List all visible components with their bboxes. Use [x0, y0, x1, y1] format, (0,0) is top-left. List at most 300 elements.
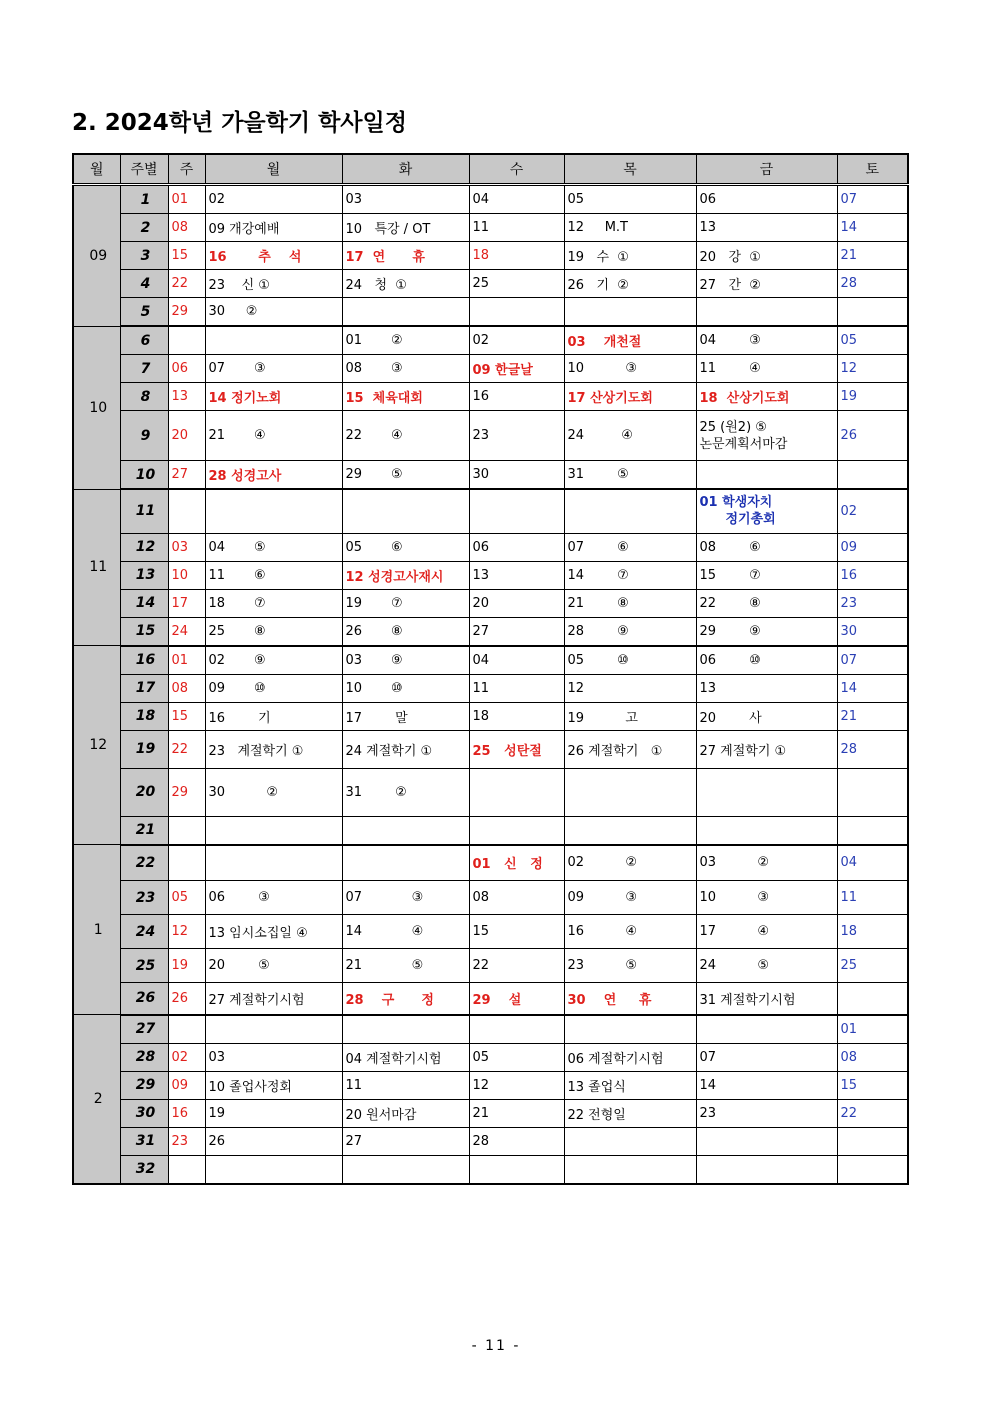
day-cell-text: 18 ⑦ [208, 595, 266, 611]
table-row [73, 589, 908, 617]
day-cell-wed [469, 383, 564, 411]
day-cell-sun [168, 383, 205, 411]
day-cell-text: 13 [171, 389, 189, 404]
day-cell-mon [205, 949, 342, 983]
week-number: 10 [120, 461, 168, 490]
day-cell-fri [696, 383, 837, 411]
day-cell-thu [564, 411, 696, 461]
table-row [73, 1155, 908, 1184]
day-cell-text: 06 ⑩ [699, 652, 761, 668]
day-cell-wed [469, 646, 564, 675]
month-label: 2 [73, 1015, 120, 1184]
day-cell-sat [837, 461, 908, 490]
academic-calendar-table [72, 153, 909, 1185]
day-cell-sat [837, 489, 908, 533]
day-cell-fri [696, 461, 837, 490]
day-cell-thu [564, 617, 696, 646]
table-row [73, 1099, 908, 1127]
day-cell-wed [469, 881, 564, 915]
day-cell-text: 21 ⑤ [345, 958, 424, 973]
day-cell-sat [837, 1043, 908, 1071]
day-cell-text: 18 [472, 708, 490, 724]
day-cell-text: 16 ④ [567, 924, 638, 939]
day-cell-text: 13 [472, 567, 490, 583]
day-cell-sat [837, 242, 908, 270]
day-cell-text: 12 [840, 361, 858, 376]
day-cell-sun [168, 1155, 205, 1184]
day-cell-text: 22 [472, 958, 490, 973]
day-cell-fri [696, 702, 837, 730]
day-cell-text: 06 [171, 361, 189, 376]
day-cell-text: 19 [840, 389, 858, 404]
table-row [73, 702, 908, 730]
day-cell-text: 26 계절학기 ① [567, 743, 663, 759]
day-cell-text: 12 [472, 1077, 490, 1093]
day-cell-text: 22 [840, 1105, 858, 1121]
day-cell-sat [837, 383, 908, 411]
day-cell-sun [168, 185, 205, 214]
day-cell-text: 25 성탄절 [472, 743, 542, 759]
day-cell-mon [205, 533, 342, 561]
day-cell-fri [696, 270, 837, 298]
day-cell-text: 08 [171, 680, 189, 696]
day-cell-text: 21 ⑧ [567, 595, 629, 611]
day-cell-text: 16 [472, 389, 490, 404]
day-cell-text: 06 [472, 539, 490, 555]
day-cell-text: 20 [472, 595, 490, 611]
day-cell-thu [564, 461, 696, 490]
day-cell-fri [696, 881, 837, 915]
day-cell-line: 논문계획서마감 [699, 436, 788, 452]
day-cell-text: 03 ② [699, 855, 770, 871]
day-cell-text: 17 연 휴 [345, 250, 425, 265]
day-cell-wed [469, 533, 564, 561]
day-cell-wed [469, 214, 564, 242]
table-row [73, 270, 908, 298]
day-cell-sun [168, 1099, 205, 1127]
month-label: 09 [73, 185, 120, 327]
day-cell-thu [564, 730, 696, 768]
day-cell-text: 31 ② [345, 784, 407, 800]
day-cell-text: 16 [840, 567, 858, 583]
day-cell-tue [342, 1127, 469, 1155]
day-cell-tue [342, 816, 469, 845]
day-cell-sun [168, 983, 205, 1015]
day-cell-sun [168, 489, 205, 533]
day-cell-text: 02 [208, 192, 226, 207]
day-cell-text: 09 ⑩ [208, 680, 266, 696]
day-cell-sun [168, 214, 205, 242]
day-cell-thu [564, 881, 696, 915]
day-cell-text: 26 [171, 990, 189, 1006]
day-cell-text: 25 ⑧ [208, 623, 266, 639]
day-cell-fri [696, 1043, 837, 1071]
day-cell-mon [205, 1127, 342, 1155]
day-cell-wed [469, 326, 564, 355]
day-cell-tue [342, 214, 469, 242]
day-cell-fri [696, 768, 837, 816]
day-cell-text: 01 [840, 1021, 858, 1037]
day-cell-mon [205, 242, 342, 270]
day-cell-sat [837, 185, 908, 214]
day-cell-text: 02 ② [567, 855, 638, 871]
day-cell-text: 05 [567, 192, 585, 207]
day-cell-text: 16 [171, 1105, 189, 1121]
week-number: 15 [120, 617, 168, 646]
day-cell-thu [564, 845, 696, 881]
day-cell-thu [564, 674, 696, 702]
day-cell-sun [168, 816, 205, 845]
day-cell-fri [696, 298, 837, 327]
day-cell-text: 23 [699, 1105, 717, 1121]
day-cell-text: 14 정기노회 [208, 391, 282, 406]
day-cell-fri [696, 646, 837, 675]
day-cell-wed [469, 1043, 564, 1071]
week-number: 28 [120, 1043, 168, 1071]
day-cell-wed [469, 185, 564, 214]
day-cell-text: 20 원서마감 [345, 1107, 417, 1123]
day-cell-text: 26 ⑧ [345, 623, 403, 639]
day-cell-mon [205, 617, 342, 646]
day-cell-mon [205, 489, 342, 533]
day-cell-tue [342, 915, 469, 949]
day-cell-tue [342, 845, 469, 881]
day-cell-sat [837, 411, 908, 461]
day-cell-text: 22 ⑧ [699, 595, 761, 611]
day-cell-text: 19 수 ① [567, 250, 629, 265]
day-cell-text: 23 계절학기 ① [208, 743, 304, 759]
day-cell-sun [168, 949, 205, 983]
page-title: 2. 2024학년 가을학기 학사일정 [72, 110, 407, 136]
week-number: 12 [120, 533, 168, 561]
day-cell-text: 02 [840, 503, 858, 519]
table-row [73, 1071, 908, 1099]
day-cell-tue [342, 489, 469, 533]
day-cell-text: 13 [699, 220, 717, 235]
day-cell-sat [837, 845, 908, 881]
day-cell-mon [205, 1155, 342, 1184]
day-cell-fri [696, 949, 837, 983]
day-cell-fri [696, 185, 837, 214]
week-number: 6 [120, 326, 168, 355]
day-cell-text: 13 졸업식 [567, 1079, 626, 1095]
day-cell-text: 26 [208, 1133, 226, 1149]
day-cell-sat [837, 730, 908, 768]
day-cell-text: 03 ⑨ [345, 652, 403, 668]
day-cell-wed [469, 242, 564, 270]
day-cell-text: 15 [840, 1077, 858, 1093]
day-cell-sat [837, 1015, 908, 1044]
day-cell-sat [837, 214, 908, 242]
day-cell-fri [696, 214, 837, 242]
day-cell-sun [168, 355, 205, 383]
day-cell-tue [342, 1071, 469, 1099]
day-cell-tue [342, 561, 469, 589]
day-cell-text: 27 [472, 623, 490, 639]
day-cell-text: 20 ⑤ [208, 958, 270, 973]
day-cell-text: 27 간 ② [699, 278, 761, 293]
day-cell-text: 31 계절학기시험 [699, 992, 796, 1008]
week-number: 30 [120, 1099, 168, 1127]
day-cell-text: 17 [171, 595, 189, 611]
day-cell-text: 30 ② [208, 304, 258, 319]
day-cell-mon [205, 298, 342, 327]
day-cell-sat [837, 1127, 908, 1155]
day-cell-tue [342, 949, 469, 983]
day-cell-text: 19 [171, 958, 189, 973]
day-cell-mon [205, 326, 342, 355]
table-row [73, 461, 908, 490]
day-cell-text: 28 구 정 [345, 992, 434, 1008]
week-number: 29 [120, 1071, 168, 1099]
day-cell-tue [342, 383, 469, 411]
table-row [73, 561, 908, 589]
day-cell-wed [469, 589, 564, 617]
day-cell-sat [837, 1155, 908, 1184]
day-cell-text: 02 ⑨ [208, 652, 266, 668]
day-cell-tue [342, 730, 469, 768]
table-row [73, 816, 908, 845]
day-cell-text: 05 ⑥ [345, 539, 403, 555]
day-cell-text: 14 ⑦ [567, 567, 629, 583]
table-row [73, 1127, 908, 1155]
week-number: 2 [120, 214, 168, 242]
day-cell-thu [564, 185, 696, 214]
day-cell-text: 01 [171, 192, 189, 207]
day-cell-text: 29 설 [472, 992, 522, 1008]
day-cell-text: 22 ④ [345, 428, 403, 443]
day-cell-text: 30 연 휴 [567, 992, 652, 1008]
day-cell-fri [696, 1099, 837, 1127]
day-cell-mon [205, 702, 342, 730]
week-number: 21 [120, 816, 168, 845]
day-cell-fri [696, 533, 837, 561]
day-cell-mon [205, 983, 342, 1015]
week-number: 3 [120, 242, 168, 270]
day-cell-wed [469, 915, 564, 949]
day-cell-sun [168, 270, 205, 298]
day-cell-text: 02 [171, 1049, 189, 1065]
day-cell-thu [564, 533, 696, 561]
day-cell-wed [469, 411, 564, 461]
page-number: - 11 - [471, 1338, 521, 1354]
day-cell-text: 14 [840, 680, 858, 696]
day-cell-text: 18 [472, 248, 490, 263]
day-cell-sat [837, 674, 908, 702]
day-cell-tue [342, 242, 469, 270]
day-cell-sun [168, 1127, 205, 1155]
week-number: 4 [120, 270, 168, 298]
day-cell-wed [469, 816, 564, 845]
day-cell-text: 24 ④ [567, 428, 633, 443]
table-row [73, 845, 908, 881]
day-cell-sat [837, 561, 908, 589]
table-row [73, 533, 908, 561]
day-cell-sat [837, 881, 908, 915]
day-cell-sun [168, 298, 205, 327]
day-cell-text: 18 [840, 924, 858, 939]
day-cell-text: 29 ⑤ [345, 467, 403, 482]
day-cell-sun [168, 461, 205, 490]
week-number: 18 [120, 702, 168, 730]
day-cell-mon [205, 561, 342, 589]
week-number: 7 [120, 355, 168, 383]
day-cell-text: 08 ③ [345, 361, 403, 376]
week-number: 19 [120, 730, 168, 768]
day-cell-fri [696, 983, 837, 1015]
day-cell-sun [168, 768, 205, 816]
day-cell-text: 21 [840, 708, 858, 724]
day-cell-thu [564, 816, 696, 845]
day-cell-text: 11 [472, 220, 490, 235]
day-cell-sun [168, 589, 205, 617]
day-cell-text: 27 [345, 1133, 363, 1149]
day-cell-text: 04 [472, 192, 490, 207]
day-cell-text: 13 임시소집일 ④ [208, 926, 308, 941]
day-cell-fri [696, 242, 837, 270]
day-cell-text: 29 ⑨ [699, 623, 761, 639]
day-cell-text: 24 [171, 623, 189, 639]
day-cell-tue [342, 411, 469, 461]
day-cell-text: 15 [171, 708, 189, 724]
day-cell-text: 23 신 ① [208, 278, 270, 293]
table-row [73, 1015, 908, 1044]
day-cell-text: 02 [472, 333, 490, 348]
day-cell-text: 07 [699, 1049, 717, 1065]
day-cell-thu [564, 646, 696, 675]
day-cell-tue [342, 617, 469, 646]
day-cell-text: 05 ⑩ [567, 652, 629, 668]
day-cell-text: 23 [171, 1133, 189, 1149]
day-cell-thu [564, 1071, 696, 1099]
day-cell-tue [342, 1015, 469, 1044]
week-number: 22 [120, 845, 168, 881]
day-cell-mon [205, 589, 342, 617]
day-cell-text: 03 [208, 1049, 226, 1065]
day-cell-tue [342, 881, 469, 915]
month-label: 10 [73, 326, 120, 489]
day-cell-text: 08 [472, 890, 490, 905]
day-cell-text: 11 ⑥ [208, 567, 266, 583]
day-cell-mon [205, 730, 342, 768]
day-cell-text: 21 [472, 1105, 490, 1121]
day-cell-mon [205, 383, 342, 411]
day-cell-mon [205, 816, 342, 845]
day-cell-text: 28 [472, 1133, 490, 1149]
day-cell-sun [168, 533, 205, 561]
day-cell-text: 17 ④ [699, 924, 770, 939]
week-number: 9 [120, 411, 168, 461]
table-row [73, 411, 908, 461]
day-cell-text: 28 [840, 276, 858, 291]
day-cell-text: 22 [171, 741, 189, 757]
day-cell-text: 07 [840, 192, 858, 207]
day-cell-text: 01 [171, 652, 189, 668]
day-cell-sat [837, 646, 908, 675]
day-cell-sun [168, 1015, 205, 1044]
day-cell-sat [837, 533, 908, 561]
day-cell-thu [564, 270, 696, 298]
week-number: 26 [120, 983, 168, 1015]
day-cell-text: 23 ⑤ [567, 958, 638, 973]
day-cell-sat [837, 355, 908, 383]
day-cell-sun [168, 242, 205, 270]
day-cell-wed [469, 355, 564, 383]
day-cell-text: 19 고 [567, 710, 638, 726]
table-row [73, 1043, 908, 1071]
day-cell-sun [168, 845, 205, 881]
day-cell-tue [342, 533, 469, 561]
day-cell-tue [342, 1099, 469, 1127]
day-cell-wed [469, 674, 564, 702]
day-cell-text: 28 [840, 741, 858, 757]
day-cell-text: 15 [472, 924, 490, 939]
day-cell-text: 09 [171, 1077, 189, 1093]
week-number: 24 [120, 915, 168, 949]
day-cell-text: 05 [840, 333, 858, 348]
day-cell-fri [696, 1071, 837, 1099]
day-cell-thu [564, 915, 696, 949]
week-number: 5 [120, 298, 168, 327]
day-cell-wed [469, 730, 564, 768]
day-cell-text: 10 ③ [699, 890, 770, 905]
week-number: 17 [120, 674, 168, 702]
day-cell-fri [696, 411, 837, 461]
day-cell-text: 06 ③ [208, 890, 270, 905]
table-row [73, 214, 908, 242]
day-cell-sun [168, 561, 205, 589]
day-cell-text: 24 ⑤ [699, 958, 770, 973]
table-row [73, 768, 908, 816]
day-cell-mon [205, 915, 342, 949]
day-cell-thu [564, 1155, 696, 1184]
day-cell-wed [469, 845, 564, 881]
day-cell-text: 07 ③ [345, 890, 424, 905]
day-cell-mon [205, 1043, 342, 1071]
day-cell-thu [564, 589, 696, 617]
week-number: 20 [120, 768, 168, 816]
day-cell-fri [696, 674, 837, 702]
day-cell-text: 27 [171, 467, 189, 482]
day-cell-tue [342, 702, 469, 730]
day-cell-sat [837, 298, 908, 327]
day-cell-wed [469, 768, 564, 816]
day-cell-sun [168, 674, 205, 702]
day-cell-text: 30 ② [208, 784, 279, 800]
week-number: 32 [120, 1155, 168, 1184]
day-cell-sun [168, 915, 205, 949]
day-cell-thu [564, 489, 696, 533]
day-cell-tue [342, 983, 469, 1015]
day-cell-text: 04 [472, 652, 490, 668]
day-cell-sun [168, 730, 205, 768]
day-cell-sat [837, 617, 908, 646]
day-cell-text: 21 [840, 248, 858, 263]
day-cell-tue [342, 355, 469, 383]
week-number: 1 [120, 185, 168, 214]
day-cell-text: 30 [472, 467, 490, 482]
day-cell-sun [168, 1071, 205, 1099]
day-cell-fri [696, 617, 837, 646]
day-cell-text: 07 [840, 652, 858, 668]
day-cell-text: 25 [472, 276, 490, 291]
day-cell-text: 11 [840, 890, 858, 905]
day-cell-text: 14 ④ [345, 924, 424, 939]
day-cell-sat [837, 983, 908, 1015]
day-cell-text: 25 [840, 958, 858, 973]
day-cell-thu [564, 949, 696, 983]
table-row [73, 983, 908, 1015]
